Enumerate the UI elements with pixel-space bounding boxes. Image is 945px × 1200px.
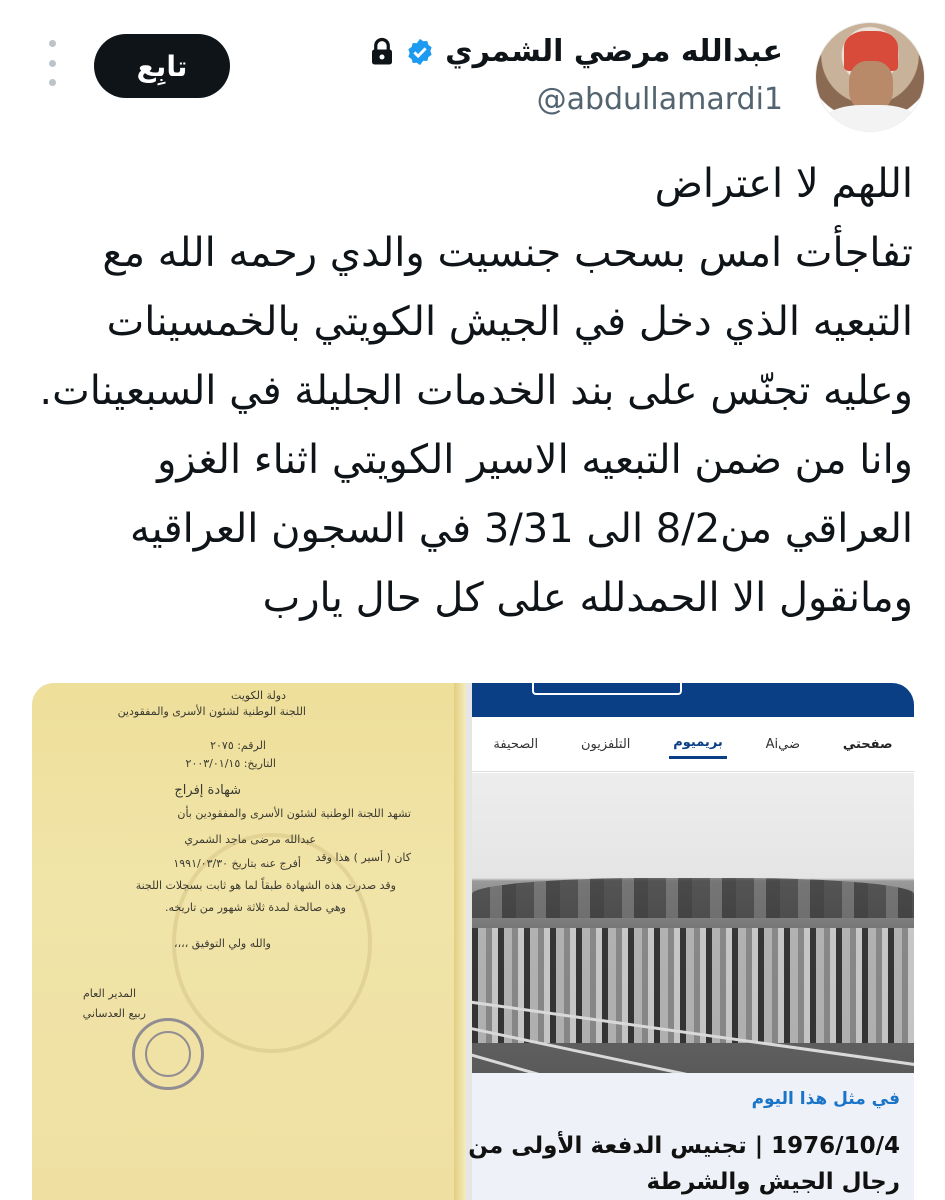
- search-box-icon: [532, 683, 682, 695]
- tweet-line: اللهم لا اعتراض: [654, 161, 913, 207]
- tweet-header: [0, 0, 945, 150]
- avatar[interactable]: [815, 22, 925, 132]
- doc-closing: والله ولي التوفيق ،،،،: [174, 937, 271, 950]
- tweet-line: ومانقول الا الحمدلله على كل حال يارب: [262, 575, 913, 621]
- tweet-line: العراقي من8/2 الى 3/31 في السجون العراقيه: [130, 506, 913, 552]
- news-headline[interactable]: 1976/10/4 | تجنيس الدفعة الأولى من: [468, 1133, 900, 1159]
- doc-header-1: دولة الكويت: [231, 689, 286, 702]
- news-screenshot-image[interactable]: [468, 683, 914, 1200]
- doc-body-5: وقد صدرت هذه الشهادة طبقاً لما هو ثابت بسجلات اللجنة: [135, 879, 396, 892]
- doc-title: شهادة إفراج: [174, 783, 241, 798]
- doc-body-2: عبدالله مرضى ماجد الشمري: [184, 833, 316, 846]
- tweet-line: التبعيه الذي دخل في الجيش الكويتي بالخمسينات: [106, 299, 913, 345]
- tweet-line: تفاجأت امس بسحب جنسيت والدي رحمه الله مع: [102, 230, 913, 276]
- user-handle[interactable]: @abdullamardi1: [536, 82, 783, 117]
- news-nav: [472, 717, 914, 771]
- more-options-icon[interactable]: [42, 40, 62, 86]
- news-nav-item[interactable]: صفحتي: [842, 736, 893, 752]
- news-nav-item[interactable]: ضيAi: [765, 736, 801, 752]
- doc-signatory-name: ربيع العدساني: [82, 1007, 146, 1020]
- doc-ref: الرقم: ٢٠٧٥: [210, 739, 266, 752]
- news-section-label: في مثل هذا اليوم: [751, 1089, 900, 1109]
- news-nav-item[interactable]: التلفزيون: [580, 736, 631, 752]
- lock-icon: [369, 37, 395, 67]
- news-nav-item-active[interactable]: بريميوم: [669, 729, 727, 759]
- tweet-line: وانا من ضمن التبعيه الاسير الكويتي اثناء الغزو: [157, 437, 913, 483]
- stamp-seal: [132, 1018, 204, 1090]
- certificate-image[interactable]: [32, 683, 466, 1200]
- tweet-line: وعليه تجنّس على بند الخدمات الجليلة في السبعينات.: [39, 368, 913, 414]
- doc-date: التاريخ: ٢٠٠٣/٠١/١٥: [185, 757, 276, 770]
- doc-body-1: تشهد اللجنة الوطنية لشئون الأسرى والمفقودين بأن: [177, 807, 411, 820]
- doc-body-6: وهي صالحة لمدة ثلاثة شهور من تاريخه.: [165, 901, 346, 914]
- verified-badge-icon: [405, 37, 435, 67]
- news-nav-item[interactable]: الصحيفة: [493, 736, 539, 752]
- media-grid: [32, 683, 914, 1200]
- doc-body-3: كان ( أسير ) هذا وقد: [315, 851, 411, 864]
- name-row: [369, 34, 783, 69]
- display-name[interactable]: عبدالله مرضي الشمري: [445, 34, 783, 69]
- tweet-text: [33, 150, 913, 633]
- parade-photo: [472, 773, 914, 1073]
- news-topbar: [472, 683, 914, 717]
- doc-signatory-title: المدير العام: [82, 987, 136, 1000]
- doc-header-2: اللجنة الوطنية لشئون الأسرى والمفقودين: [117, 705, 306, 718]
- follow-button[interactable]: تابِع: [94, 34, 230, 98]
- news-headline-2[interactable]: رجال الجيش والشرطة: [646, 1169, 900, 1195]
- doc-body-4: أفرج عنه بتاريخ ١٩٩١/٠٣/٣٠: [173, 857, 301, 870]
